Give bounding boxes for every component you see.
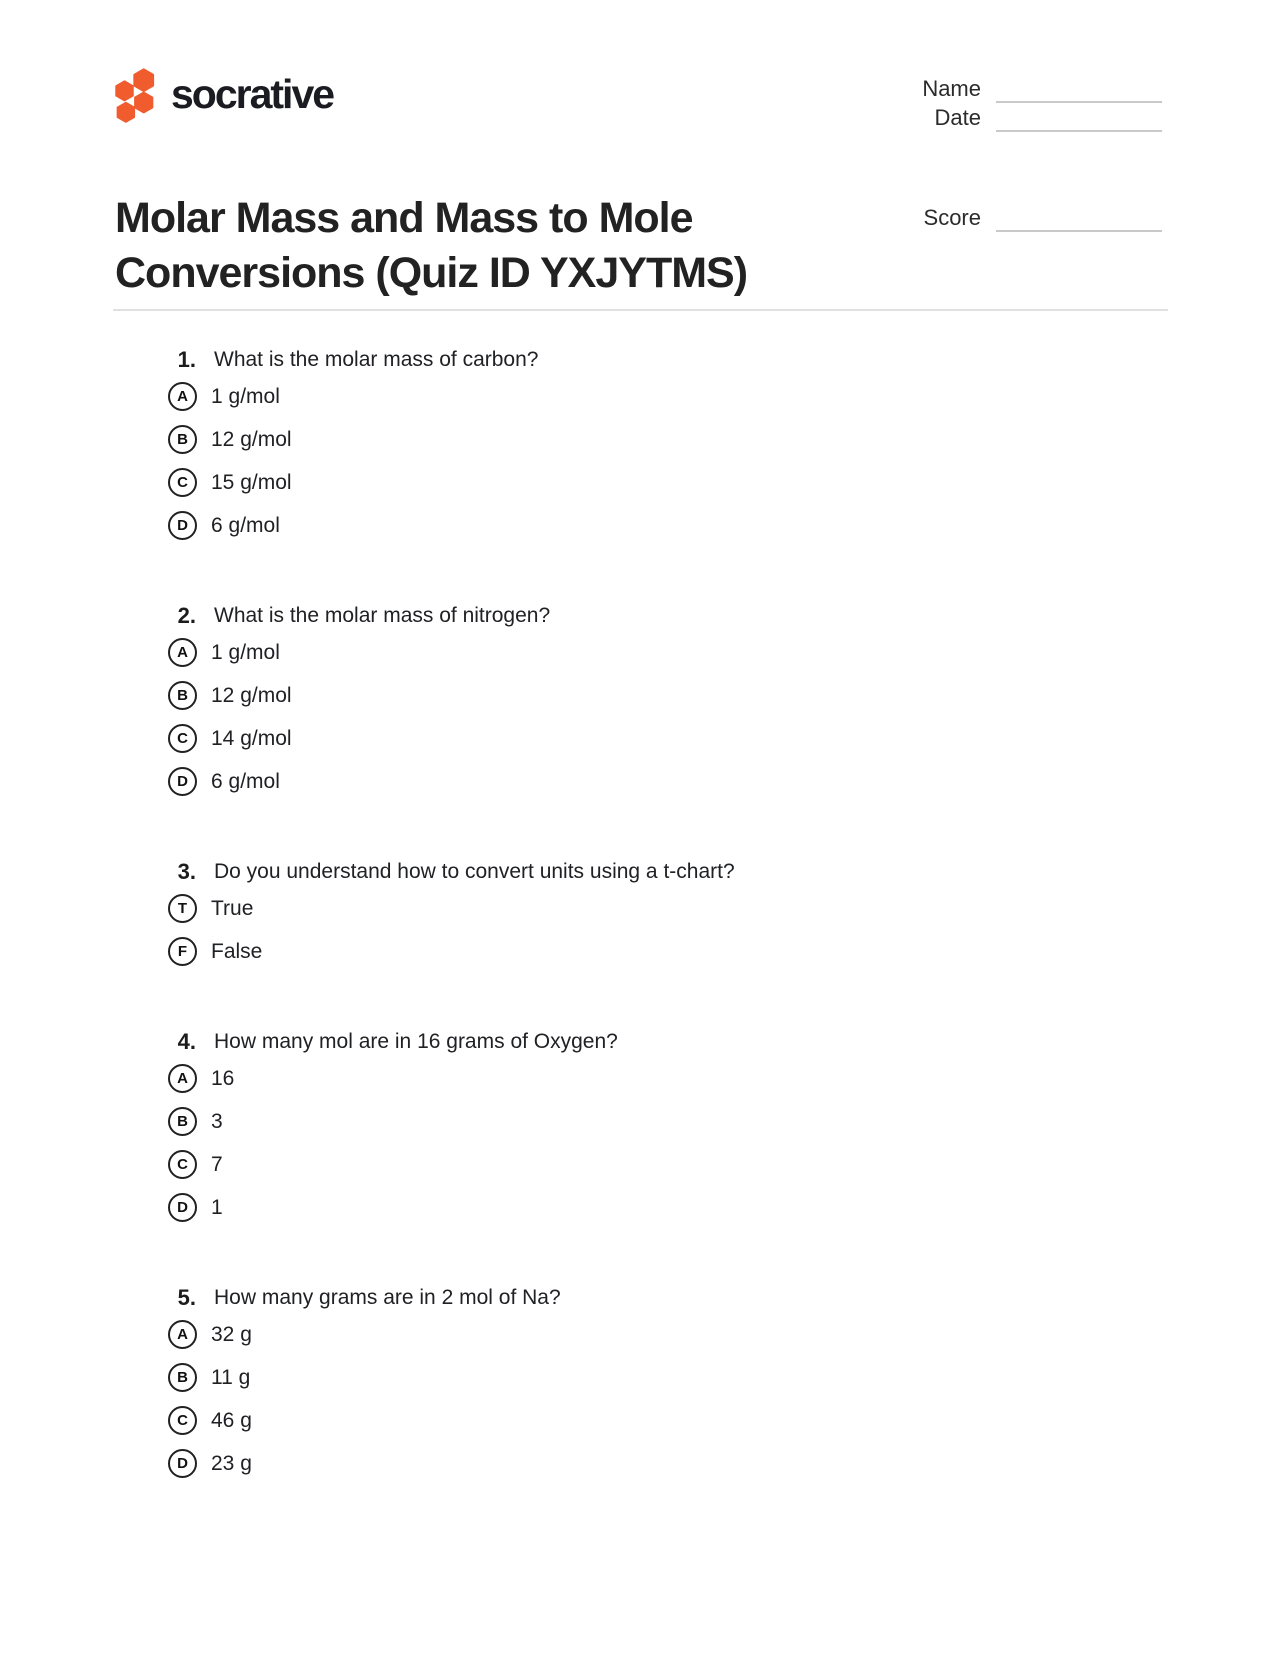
question-text: What is the molar mass of carbon? <box>214 348 539 371</box>
option-list <box>168 631 1185 803</box>
score-blank-line <box>996 203 1162 232</box>
question-header <box>168 1029 1185 1055</box>
answer-option-row <box>168 631 1185 674</box>
answer-option-row <box>168 674 1185 717</box>
option-letter: F <box>177 943 188 960</box>
option-letter: C <box>177 474 188 491</box>
answer-option-row <box>168 1143 1185 1186</box>
answer-option-row <box>168 1057 1185 1100</box>
answer-option-row <box>168 1100 1185 1143</box>
question-block <box>168 347 1185 547</box>
option-text: 16 <box>211 1066 235 1090</box>
answer-option-row <box>168 1356 1185 1399</box>
question-header <box>168 859 1185 885</box>
option-list <box>168 1057 1185 1229</box>
answer-option-row <box>168 930 1185 973</box>
option-text: 12 g/mol <box>211 427 292 451</box>
answer-bubble <box>168 1449 197 1478</box>
option-text: 3 <box>211 1109 223 1133</box>
option-letter: B <box>177 1369 188 1386</box>
option-letter: A <box>177 644 188 661</box>
name-field-row <box>922 74 1162 103</box>
answer-bubble <box>168 1107 197 1136</box>
answer-option-row <box>168 1442 1185 1485</box>
option-letter: A <box>177 388 188 405</box>
question-block <box>168 859 1185 973</box>
answer-bubble <box>168 1193 197 1222</box>
question-text: What is the molar mass of nitrogen? <box>214 604 551 627</box>
date-field-row <box>922 103 1162 132</box>
option-text: 7 <box>211 1152 223 1176</box>
option-letter: C <box>177 1156 188 1173</box>
option-letter: D <box>177 773 188 790</box>
option-text: 15 g/mol <box>211 470 292 494</box>
option-list <box>168 375 1185 547</box>
option-letter: C <box>177 730 188 747</box>
question-list <box>168 347 1185 1541</box>
name-blank-line <box>996 74 1162 103</box>
question-text: How many grams are in 2 mol of Na? <box>214 1286 561 1309</box>
question-text: Do you understand how to convert units using a t-chart? <box>214 860 735 883</box>
question-number: 3. <box>177 859 196 884</box>
option-letter: B <box>177 687 188 704</box>
answer-bubble <box>168 511 197 540</box>
question-number: 5. <box>177 1285 196 1310</box>
answer-option-row <box>168 760 1185 803</box>
option-text: 1 <box>211 1195 223 1219</box>
answer-option-row <box>168 418 1185 461</box>
option-letter: D <box>177 1199 188 1216</box>
question-block <box>168 603 1185 803</box>
answer-bubble <box>168 1363 197 1392</box>
option-text: True <box>211 896 254 920</box>
answer-bubble <box>168 1150 197 1179</box>
option-text: 23 g <box>211 1451 252 1475</box>
date-blank-line <box>996 103 1162 132</box>
date-label: Date <box>934 105 981 130</box>
quiz-title: Molar Mass and Mass to Mole Conversions (Quiz ID YXJYTMS) <box>115 193 748 297</box>
socrative-logo-text: socrative <box>171 71 334 117</box>
option-text: False <box>211 939 263 963</box>
option-letter: D <box>177 1455 188 1472</box>
answer-bubble <box>168 1320 197 1349</box>
option-text: 14 g/mol <box>211 726 292 750</box>
option-letter: A <box>177 1070 188 1087</box>
question-header <box>168 603 1185 629</box>
option-letter: B <box>177 1113 188 1130</box>
answer-option-row <box>168 887 1185 930</box>
answer-option-row <box>168 1399 1185 1442</box>
option-letter: T <box>177 900 188 917</box>
answer-option-row <box>168 461 1185 504</box>
option-list <box>168 887 1185 973</box>
option-text: 1 g/mol <box>211 640 280 664</box>
option-text: 12 g/mol <box>211 683 292 707</box>
question-block <box>168 1285 1185 1485</box>
answer-bubble <box>168 767 197 796</box>
socrative-logo <box>108 64 333 124</box>
answer-bubble <box>168 681 197 710</box>
answer-bubble <box>168 468 197 497</box>
header-divider <box>113 309 1168 311</box>
score-label: Score <box>923 205 981 230</box>
option-text: 11 g <box>211 1365 251 1389</box>
score-field-row <box>922 203 1162 232</box>
answer-option-row <box>168 1186 1185 1229</box>
answer-bubble <box>168 1064 197 1093</box>
question-block <box>168 1029 1185 1229</box>
question-header <box>168 347 1185 373</box>
answer-bubble <box>168 382 197 411</box>
option-text: 6 g/mol <box>211 769 280 793</box>
option-text: 1 g/mol <box>211 384 280 408</box>
answer-option-row <box>168 717 1185 760</box>
option-letter: A <box>177 1326 188 1343</box>
option-text: 6 g/mol <box>211 513 280 537</box>
socrative-hexagons-icon <box>108 64 158 124</box>
question-text: How many mol are in 16 grams of Oxygen? <box>214 1030 618 1053</box>
answer-bubble <box>168 1406 197 1435</box>
question-number: 2. <box>177 603 196 628</box>
answer-bubble <box>168 425 197 454</box>
answer-bubble <box>168 894 197 923</box>
answer-option-row <box>168 1313 1185 1356</box>
option-text: 32 g <box>211 1322 252 1346</box>
question-number: 1. <box>177 347 196 372</box>
answer-option-row <box>168 375 1185 418</box>
option-letter: C <box>177 1412 188 1429</box>
header-fields <box>922 74 1162 232</box>
question-number: 4. <box>177 1029 196 1054</box>
option-text: 46 g <box>211 1408 252 1432</box>
question-header <box>168 1285 1185 1311</box>
answer-bubble <box>168 937 197 966</box>
name-label: Name <box>922 76 981 101</box>
option-list <box>168 1313 1185 1485</box>
answer-option-row <box>168 504 1185 547</box>
answer-bubble <box>168 638 197 667</box>
option-letter: B <box>177 431 188 448</box>
option-letter: D <box>177 517 188 534</box>
answer-bubble <box>168 724 197 753</box>
